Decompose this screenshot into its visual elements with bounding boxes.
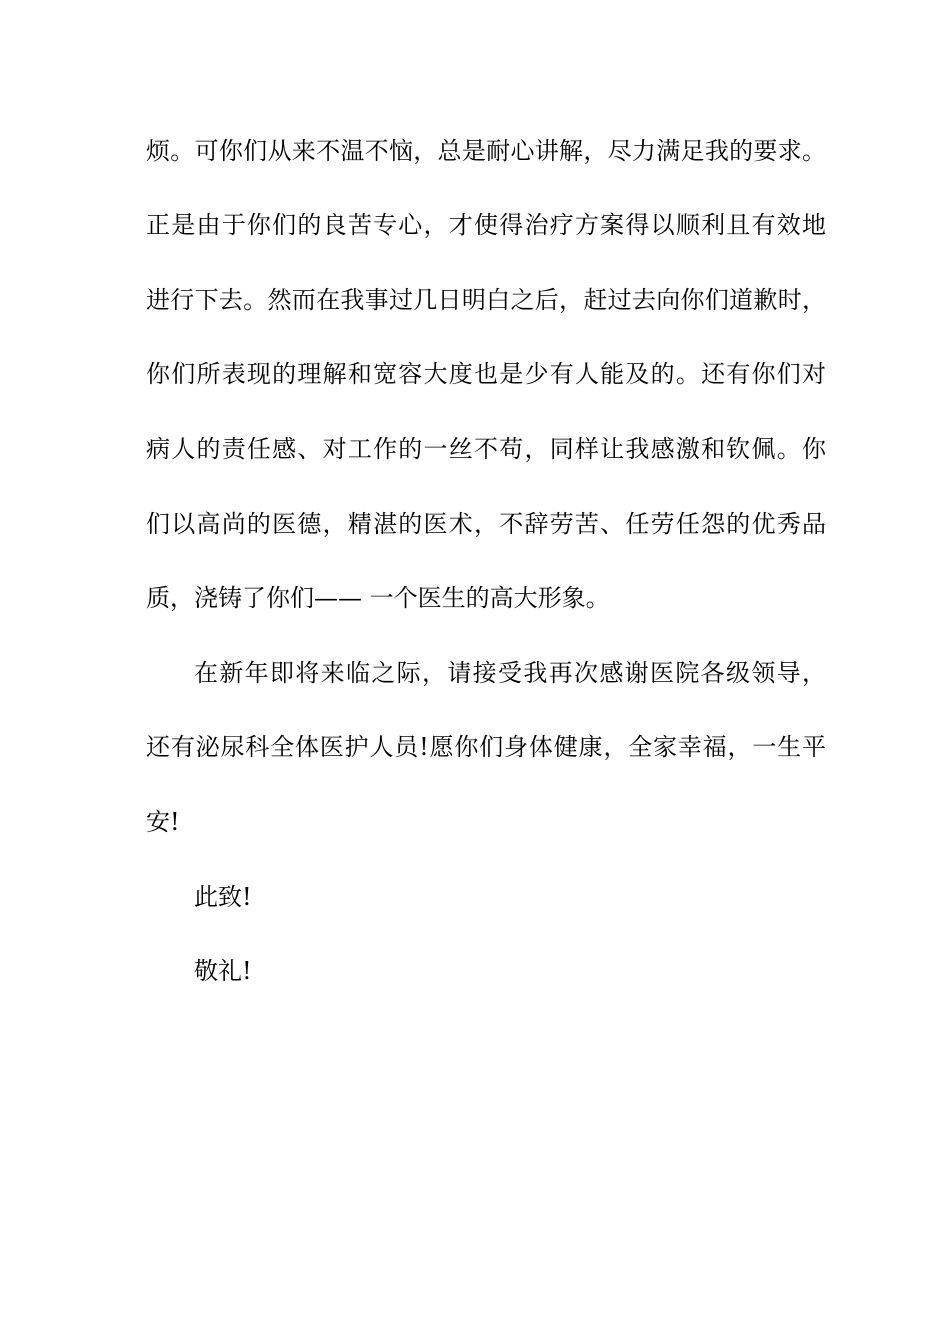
paragraph-line: 质，浇铸了你们—— 一个医生的高大形象。	[146, 584, 610, 612]
paragraph-line: 烦。可你们从来不温不恼，总是耐心讲解，尽力满足我的要求。	[146, 137, 826, 165]
paragraph-line: 病人的责任感、对工作的一丝不苟，同样让我感激和钦佩。你	[146, 435, 826, 463]
paragraph-line: 安!	[146, 808, 180, 836]
closing-salutation: 此致!	[194, 883, 252, 911]
paragraph-line: 还有泌尿科全体医护人员!愿你们身体健康，全家幸福，一生平	[146, 733, 826, 761]
paragraph-line: 在新年即将来临之际，请接受我再次感谢医院各级领导，	[194, 659, 826, 687]
paragraph-line: 进行下去。然而在我事过几日明白之后，赶过去向你们道歉时，	[146, 286, 826, 314]
paragraph-line: 你们所表现的理解和宽容大度也是少有人能及的。还有你们对	[146, 360, 826, 388]
paragraph-line: 正是由于你们的良苦专心，才使得治疗方案得以顺利且有效地	[146, 211, 826, 239]
closing-regards: 敬礼!	[194, 957, 252, 985]
paragraph-line: 们以高尚的医德，精湛的医术，不辞劳苦、任劳任怨的优秀品	[146, 510, 826, 538]
